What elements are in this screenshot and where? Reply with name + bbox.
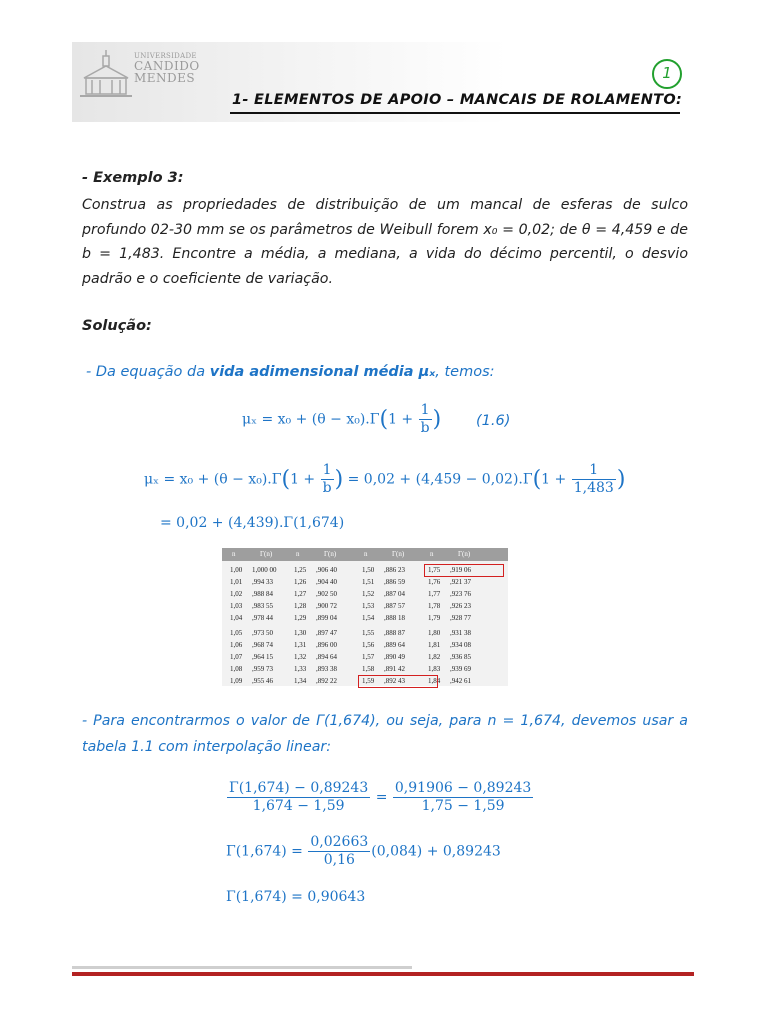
solution-step-2: - Para encontrarmos o valor de Γ(1,674), ou seja, para n = 1,674, devemos usar a tabela 1.1 com interpolação linear: <box>82 713 688 755</box>
table-cell: ,902 50 <box>316 590 337 598</box>
table-cell: 1,83 <box>428 665 441 673</box>
eq5-fraction <box>308 834 370 869</box>
table-cell: ,906 40 <box>316 566 337 574</box>
paren-open: ( <box>281 467 291 492</box>
paren-open: ( <box>379 407 389 432</box>
table-cell: 1,03 <box>230 602 243 610</box>
eq2-num-b: 1 <box>572 462 616 480</box>
page-number-badge: 1 <box>652 59 682 89</box>
equation-interpolation <box>226 780 534 815</box>
table-cell: 1,29 <box>294 614 307 622</box>
example-statement: Construa as propriedades de distribuição de um mancal de esferas de sulco profundo 02-30 mm se os parâmetros de Weibull forem x₀ = 0,02; de θ = 4,459 e de b = 1,483. Encontre a média, a mediana, a vida do décimo percentil, o desvio padrão e o coeficiente de variação. <box>82 197 688 287</box>
table-cell: 1,56 <box>362 641 375 649</box>
eq4-equals: = <box>375 789 388 806</box>
table-cell: ,959 73 <box>252 665 273 673</box>
table-cell: ,892 22 <box>316 677 337 685</box>
table-cell: 1,78 <box>428 602 441 610</box>
eq2-num: 1 <box>321 462 334 480</box>
eq2-fraction <box>321 462 334 497</box>
table-header-cell: n <box>364 550 368 558</box>
highlight-box-1-59 <box>358 675 441 688</box>
table-cell: 1,04 <box>230 614 243 622</box>
paren-close-b: ) <box>616 467 626 492</box>
eq2-mid: = 0,02 + (4,459 − 0,02).Γ <box>347 471 533 488</box>
table-cell: ,978 44 <box>252 614 273 622</box>
eq4-den-left: 1,674 − 1,59 <box>252 798 345 814</box>
table-header-cell: n <box>232 550 236 558</box>
example-title: - Exemplo 3: <box>82 170 184 186</box>
eq4-fraction-left <box>227 780 370 815</box>
table-cell: ,900 72 <box>316 602 337 610</box>
eq1-num: 1 <box>419 402 432 420</box>
table-cell: 1,00 <box>230 566 243 574</box>
table-cell: 1,09 <box>230 677 243 685</box>
table-cell: ,888 18 <box>384 614 405 622</box>
table-cell: 1,34 <box>294 677 307 685</box>
table-cell: ,899 04 <box>316 614 337 622</box>
table-cell: ,923 76 <box>450 590 471 598</box>
footer-red-rule <box>72 972 694 976</box>
university-line-3: MENDES <box>134 71 196 85</box>
eq2-fraction-b <box>572 462 616 497</box>
eq2-den-b: 1,483 <box>573 480 614 496</box>
table-header-cell: Γ(n) <box>324 550 337 558</box>
eq4-den-right: 1,75 − 1,59 <box>421 798 505 814</box>
table-cell: ,897 47 <box>316 629 337 637</box>
eq5-lhs: Γ(1,674) = <box>226 843 303 860</box>
table-cell: 1,01 <box>230 578 243 586</box>
table-cell: ,896 00 <box>316 641 337 649</box>
equation-substitution <box>144 462 625 497</box>
table-cell: ,886 59 <box>384 578 405 586</box>
table-cell: ,983 55 <box>252 602 273 610</box>
table-cell: ,893 38 <box>316 665 337 673</box>
gamma-function-table <box>222 548 508 686</box>
table-cell: 1,52 <box>362 590 375 598</box>
table-cell: ,936 85 <box>450 653 471 661</box>
table-cell: 1,32 <box>294 653 307 661</box>
table-cell: 1,25 <box>294 566 307 574</box>
table-header-cell: Γ(n) <box>458 550 471 558</box>
eq1-one: 1 + <box>388 411 414 428</box>
table-cell: ,904 40 <box>316 578 337 586</box>
section-title: 1- ELEMENTOS DE APOIO – MANCAIS DE ROLAMENTO: <box>232 92 683 108</box>
table-cell: ,887 04 <box>384 590 405 598</box>
table-cell: ,994 33 <box>252 578 273 586</box>
eq5-den: 0,16 <box>323 852 355 868</box>
table-cell: 1,55 <box>362 629 375 637</box>
building-icon <box>78 48 134 102</box>
table-cell: 1,30 <box>294 629 307 637</box>
table-cell: ,934 08 <box>450 641 471 649</box>
table-cell: ,887 57 <box>384 602 405 610</box>
paren-open-b: ( <box>532 467 542 492</box>
table-cell: 1,000 00 <box>252 566 277 574</box>
table-cell: 1,31 <box>294 641 307 649</box>
paren-close: ) <box>432 407 442 432</box>
table-cell: 1,76 <box>428 578 441 586</box>
table-cell: ,890 49 <box>384 653 405 661</box>
equation-gamma-result: Γ(1,674) = 0,90643 <box>226 889 366 905</box>
table-cell: 1,79 <box>428 614 441 622</box>
footer-grey-rule <box>72 966 412 969</box>
eq5-rhs: (0,084) + 0,89243 <box>371 843 501 860</box>
table-cell: ,973 50 <box>252 629 273 637</box>
eq1-den: b <box>420 420 430 436</box>
table-cell: 1,80 <box>428 629 441 637</box>
table-cell: 1,51 <box>362 578 375 586</box>
table-cell: ,939 69 <box>450 665 471 673</box>
table-cell: 1,27 <box>294 590 307 598</box>
table-cell: 1,08 <box>230 665 243 673</box>
table-cell: ,964 15 <box>252 653 273 661</box>
eq4-num-right: 0,91906 − 0,89243 <box>394 780 532 796</box>
table-cell: 1,05 <box>230 629 243 637</box>
highlight-box-1-75 <box>424 564 504 577</box>
table-cell: 1,81 <box>428 641 441 649</box>
table-cell: 1,54 <box>362 614 375 622</box>
step1-prefix: - Da equação da <box>86 364 206 380</box>
table-cell: 1,50 <box>362 566 375 574</box>
table-cell: 1,06 <box>230 641 243 649</box>
eq2-den: b <box>322 480 332 496</box>
eq2-lhs: μₓ = x₀ + (θ − x₀).Γ <box>144 471 282 488</box>
university-line-2: CANDIDO <box>134 59 200 73</box>
eq4-fraction-right <box>393 780 533 815</box>
table-cell: ,886 23 <box>384 566 405 574</box>
table-cell: 1,77 <box>428 590 441 598</box>
equation-gamma-solve <box>226 834 501 869</box>
title-underline <box>230 112 680 114</box>
table-cell: ,931 38 <box>450 629 471 637</box>
table-cell: ,928 77 <box>450 614 471 622</box>
table-cell: ,942 61 <box>450 677 471 685</box>
table-cell: ,888 87 <box>384 629 405 637</box>
equation-mean <box>242 402 441 437</box>
table-header-cell: n <box>296 550 300 558</box>
university-line-1: UNIVERSIDADE <box>134 52 197 60</box>
table-cell: 1,82 <box>428 653 441 661</box>
eq2-one-b: 1 + <box>541 471 567 488</box>
step1-suffix: , temos: <box>435 364 495 380</box>
table-cell: ,919 06 <box>450 566 471 574</box>
eq1-fraction <box>419 402 432 437</box>
table-cell: 1,26 <box>294 578 307 586</box>
table-cell: ,892 43 <box>384 677 405 685</box>
table-cell: 1,58 <box>362 665 375 673</box>
table-header-cell: Γ(n) <box>392 550 405 558</box>
table-cell: 1,33 <box>294 665 307 673</box>
table-cell: 1,84 <box>428 677 441 685</box>
table-cell: 1,57 <box>362 653 375 661</box>
table-header-cell: n <box>430 550 434 558</box>
eq2-one: 1 + <box>290 471 316 488</box>
solution-step-1 <box>86 364 495 380</box>
table-cell: 1,02 <box>230 590 243 598</box>
eq4-num-left: Γ(1,674) − 0,89243 <box>229 780 369 796</box>
eq5-num: 0,02663 <box>310 834 369 850</box>
solution-title: Solução: <box>82 318 152 334</box>
table-cell: ,921 37 <box>450 578 471 586</box>
table-cell: ,891 42 <box>384 665 405 673</box>
eq1-lhs: μₓ = x₀ + (θ − x₀).Γ <box>242 411 380 428</box>
table-cell: ,894 64 <box>316 653 337 661</box>
step1-bold: vida adimensional média μₓ <box>209 364 436 380</box>
table-cell: 1,53 <box>362 602 375 610</box>
table-cell: ,955 46 <box>252 677 273 685</box>
table-cell: 1,75 <box>428 566 441 574</box>
equation-simplified: = 0,02 + (4,439).Γ(1,674) <box>160 515 345 531</box>
table-cell: ,968 74 <box>252 641 273 649</box>
university-name <box>134 52 200 84</box>
table-header-cell: Γ(n) <box>260 550 273 558</box>
equation-number: (1.6) <box>476 413 511 429</box>
table-cell: 1,59 <box>362 677 375 685</box>
table-cell: 1,07 <box>230 653 243 661</box>
table-cell: 1,28 <box>294 602 307 610</box>
table-cell: ,926 23 <box>450 602 471 610</box>
paren-close: ) <box>334 467 344 492</box>
table-cell: ,988 84 <box>252 590 273 598</box>
table-cell: ,889 64 <box>384 641 405 649</box>
